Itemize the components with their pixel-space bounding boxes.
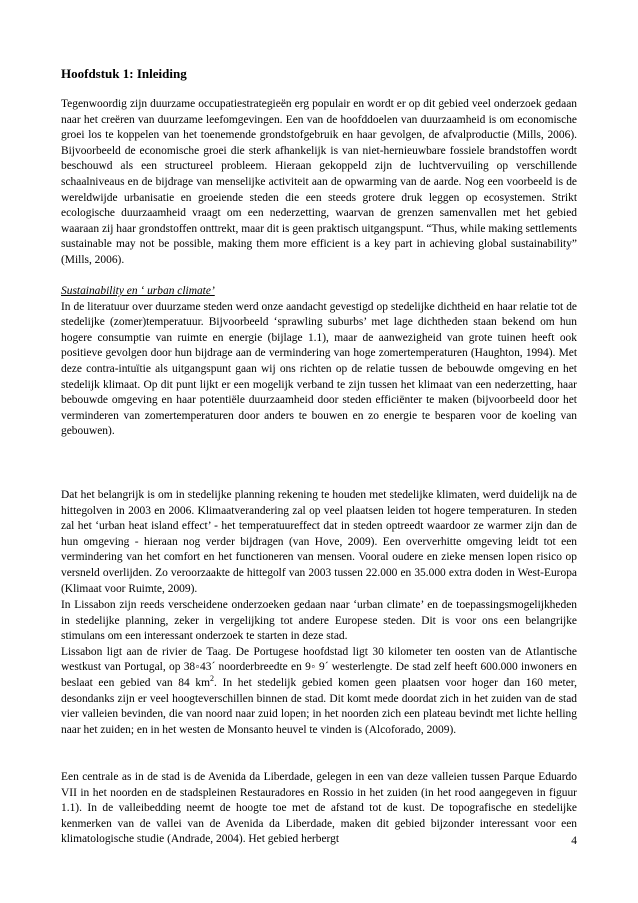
subheading: Sustainability en ‘ urban climate’: [61, 285, 215, 297]
intro-section: [61, 97, 577, 269]
sustainability-section: [61, 284, 577, 440]
lisbon-section: [61, 598, 577, 738]
chapter-title: Hoofdstuk 1: Inleiding: [61, 66, 187, 81]
paragraph-4b: [61, 645, 577, 739]
paragraph-3: Dat het belangrijk is om in stedelijke planning rekening te houden met stedelijke klimaten, werd duidelijk na de hittegolven in 2003 en 2006. Klimaatverandering zal op veel plaatsen leiden tot hogere temperaturen. In steden zal het ‘urban heat island effect’ - het temperatuureffect dat in steden optreedt waardoor ze warmer zijn dan de hun omgeving - hieraan nog verder bijdragen (van Hove, 2009). Een oververhitte omgeving leidt tot een vermindering van het comfort en het functioneren van mensen. Vooral oudere en zieke mensen lopen risico op versneld overlijden. Zo veroorzaakte de hittegolf van 2003 tussen 22.000 en 35.000 extra doden in West-Europa (Klimaat voor Ruimte, 2009).: [61, 489, 577, 595]
avenida-section: [61, 770, 577, 848]
paragraph-4b-pre: Lissabon ligt aan de rivier de Taag. De Portugese hoofdstad ligt 30 kilometer ten oosten van de Atlantische westkust van Portugal, op 38◦43´ noorderbreedte en 9◦ 9´ westerlengte. De stad zelf heeft 600.000 inwoners en beslaat een gebied van 84 km: [61, 645, 577, 689]
paragraph-4b-post: . In het stedelijk gebied komen geen plaatsen voor hoger dan 160 meter, desondanks zijn er veel hoogteverschillen binnen de stad. Dit komt mede doordat zich in het zuiden van de stad vier valleien bevinden, die van noord naar zuid lopen; in het noorden zich een plateau bevindt met lichte helling naar het zuiden; en in het westen de Monsanto heuvel te vinden is (Alcoforado, 2009).: [61, 676, 578, 736]
superscript-2: 2: [210, 674, 215, 684]
page-number: 4: [571, 835, 577, 847]
paragraph-1: Tegenwoordig zijn duurzame occupatiestrategieën erg populair en wordt er op dit gebied veel onderzoek gedaan naar het creëren van duurzame leefomgevingen. Een van de hoofddoelen van duurzaamheid is om economische groei los te koppelen van het toenemende grondstofgebruik en haar gevolgen, de afvalproductie (Mills, 2006). Bijvoorbeeld de economische groei die sterk afhankelijk is van niet-hernieuwbare fossiele brandstoffen wordt beschouwd als een structureel probleem. Hieraan gekoppeld zijn de luchtvervuiling op verschillende schaalniveaus en de bijdrage van menselijke activiteit aan de opwarming van de aarde. Nog een voorbeeld is de wereldwijde urbanisatie en groeiende steden die een steeds grotere druk leggen op ecosystemen. Strikt ecologische duurzaamheid vraagt om een nederzetting, waarvan de grenzen samenvallen met het gebied waaraan zij haar grondstoffen onttrekt, maar dit is geen praktisch uitgangspunt. “Thus, while making settlements sustainable may not be possible, making them more efficient is a key part in achieving global sustainability” (Mills, 2006).: [61, 98, 577, 266]
paragraph-2: In de literatuur over duurzame steden werd onze aandacht gevestigd op stedelijke dichtheid en haar relatie tot de stedelijke (zomer)temperatuur. Bijvoorbeeld ‘sprawling suburbs’ met lage dichtheden staan bekend om hun hogere consumptie van ruimte en energie (bijlage 1.1), maar de aanwezigheid van grote tuinen heeft ook positieve gevolgen door hun bijdrage aan de vermindering van hoge zomertemperaturen (Haughton, 1994). Met deze contra-intuïtie als uitgangspunt gaan wij ons richten op de relatie tussen de bebouwde omgeving en het stedelijk klimaat. Op dit punt lijkt er een mogelijk verband te zijn tussen het klimaat van een nederzetting, haar bebouwde omgeving en haar potentiële duurzaamheid door steden efficiënter te maken (bijvoorbeeld door het verminderen van zomertemperaturen door anders te bouwen en zo energie te besparen voor de koeling van gebouwen).: [61, 300, 577, 438]
paragraph-4a: In Lissabon zijn reeds verscheidene onderzoeken gedaan naar ‘urban climate’ en de toepassingsmogelijkheden in stedelijke planning, zeker in vergelijking tot andere Europese steden. Dit is voor ons een belangrijke stimulans om een interessant onderzoek te starten in deze stad.: [61, 599, 577, 643]
heatwave-section: [61, 488, 577, 597]
paragraph-5: Een centrale as in de stad is de Avenida da Liberdade, gelegen in een van deze valleien tussen Parque Eduardo VII in het noorden en de stadspleinen Restauradores en Rossio in het zuiden (in het rood aangegeven in figuur 1.1). In de valleibedding neemt de hoogte toe met de afstand tot de kust. De topografische en stedelijke kenmerken van de vallei van de Avenida da Liberdade, maken dit gebied bijzonder interessant voor een klimatologische studie (Andrade, 2004). Het gebied herbergt: [61, 771, 577, 846]
